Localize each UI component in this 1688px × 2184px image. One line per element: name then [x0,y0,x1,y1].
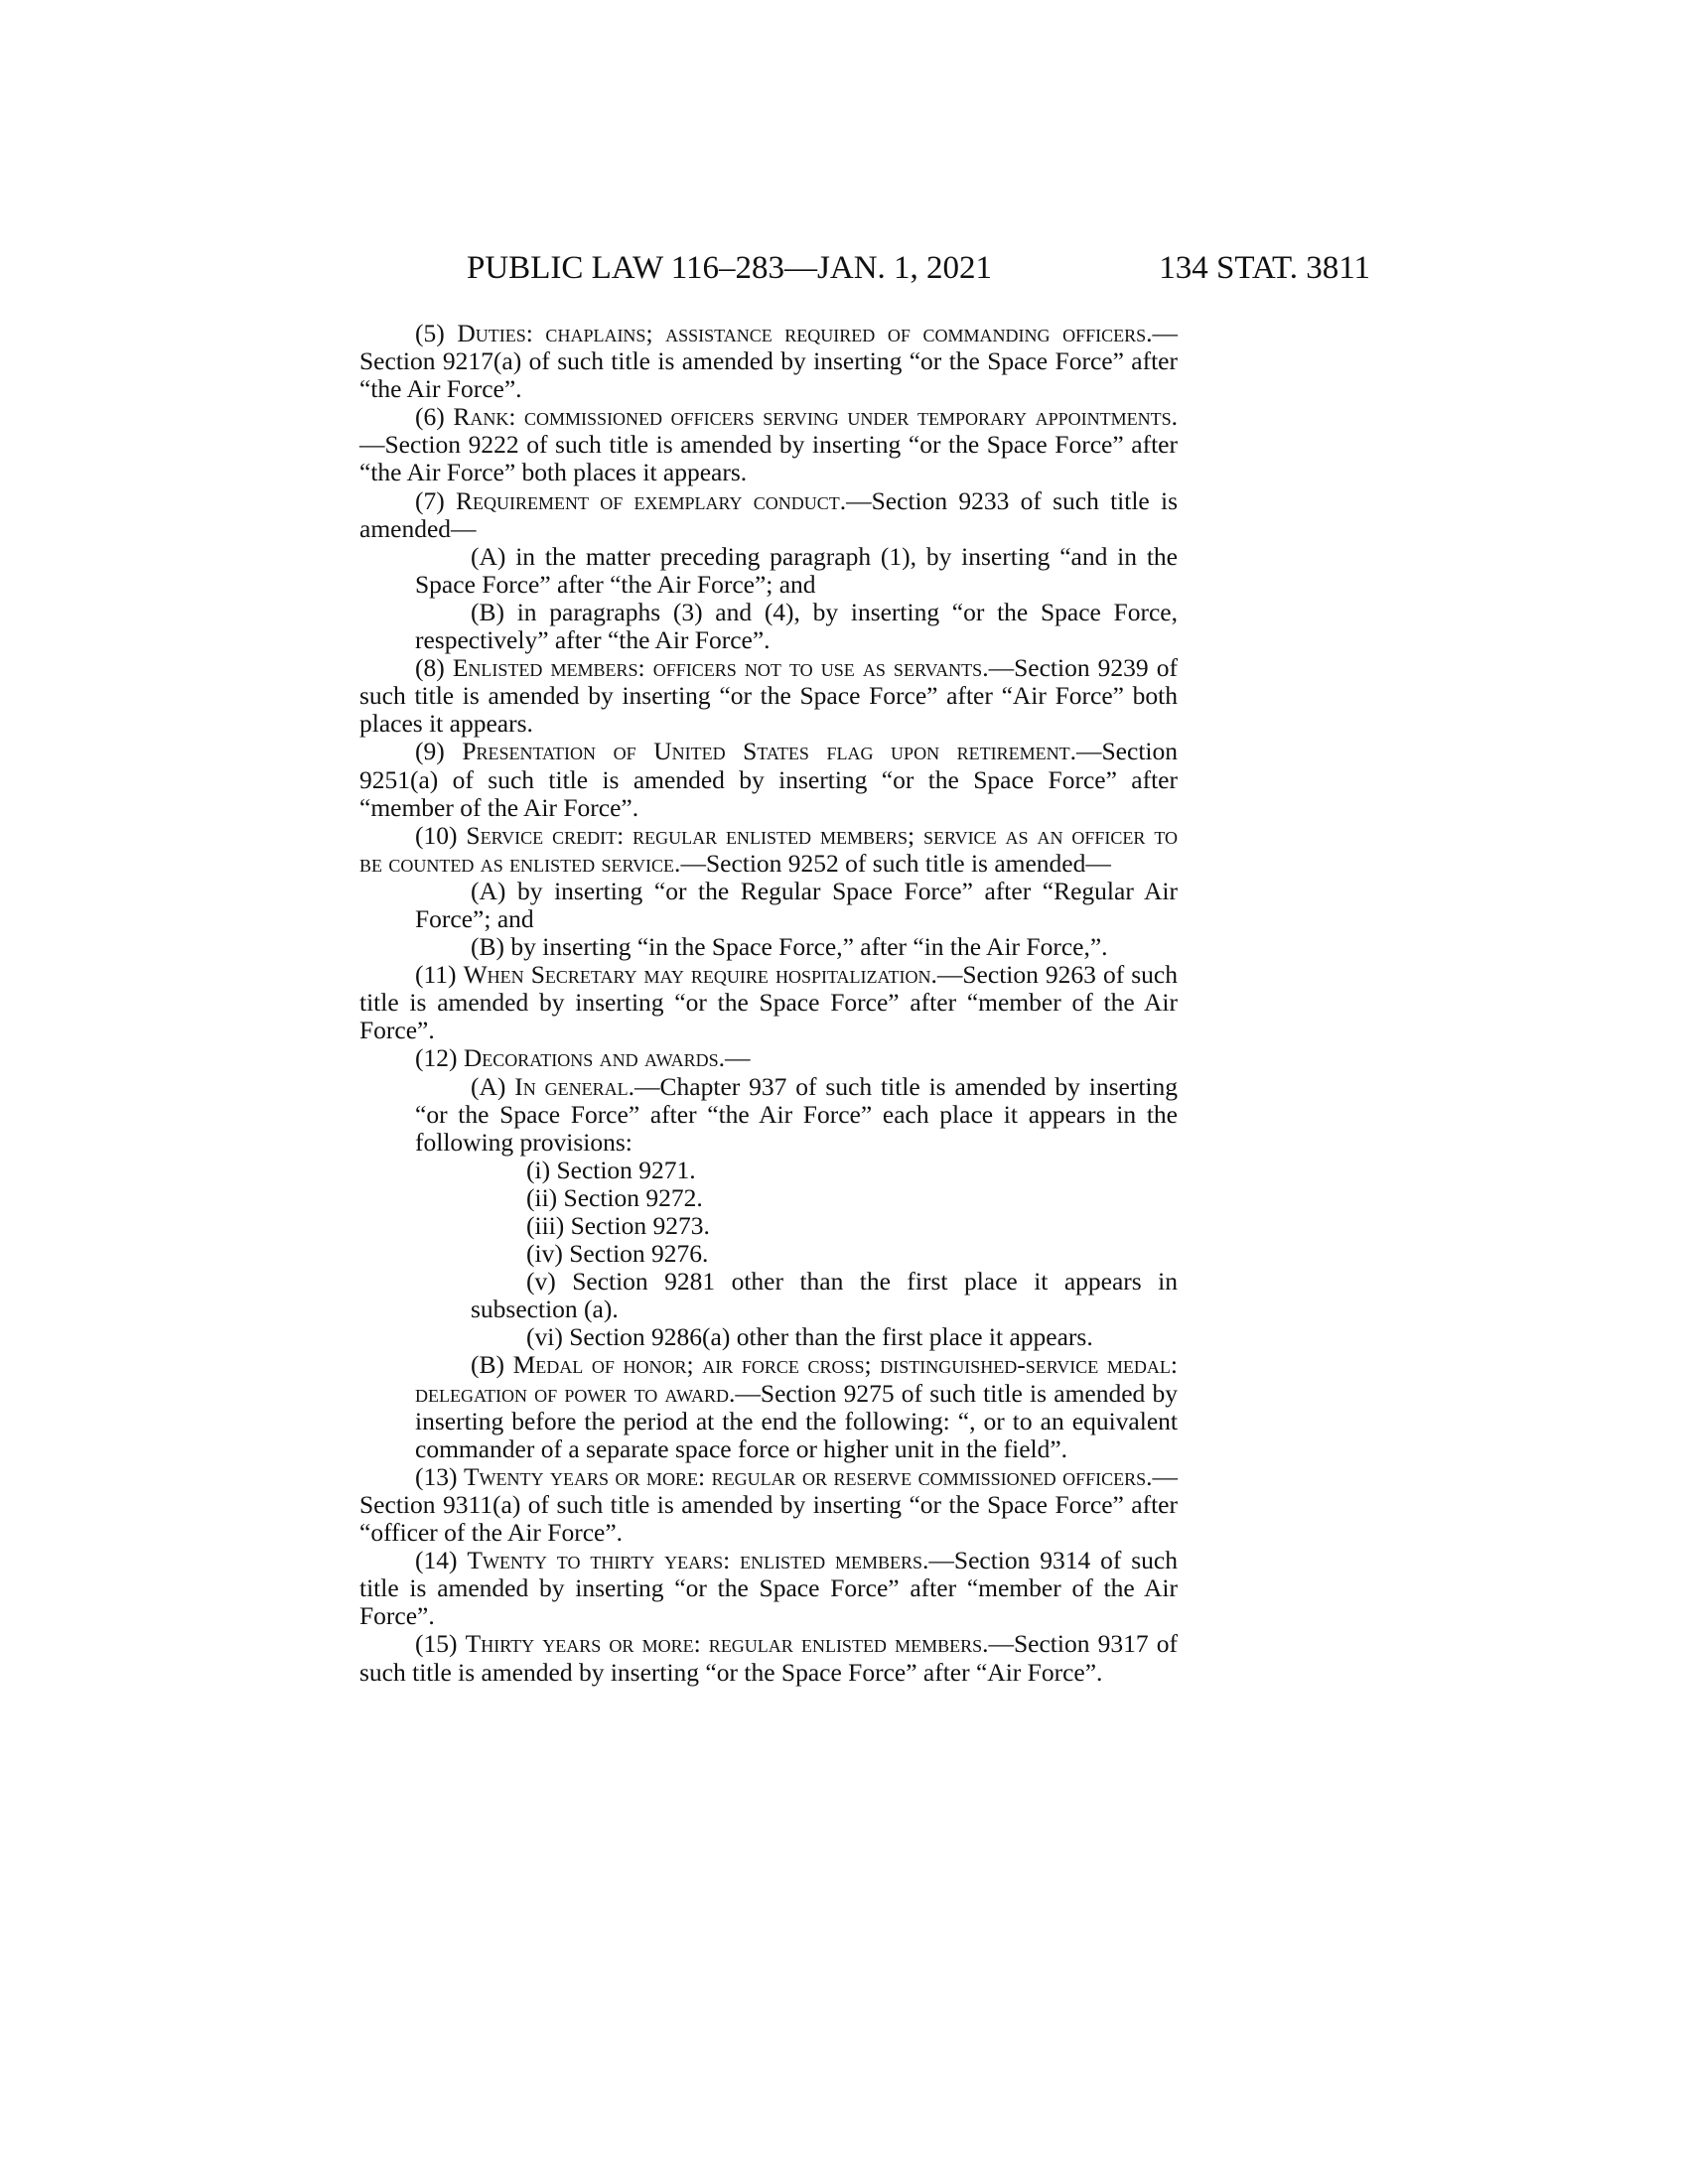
paragraph-number: (8) [415,653,453,683]
paragraph-text: —Section 9314 of such title is amended by inserting “or the Space Force” after “member of the Air Force”. [359,1546,1179,1631]
paragraph-heading: When Secretary may require hospitalization. [463,960,937,990]
paragraph-text: (B) in paragraphs (3) and (4), by inserting “or the Space Force, respectively” after “the Air Force”. [415,597,1178,655]
paragraph-heading: In general. [514,1071,635,1101]
clause-v [359,1268,1178,1323]
paragraph-heading: Medal of honor; air force cross; distinguished-service medal: delegation of power to award. [415,1350,1178,1408]
paragraph-text: (B) by inserting “in the Space Force,” after “in the Air Force,”. [471,932,1108,962]
document-body [359,320,1178,1687]
paragraph-heading: Requirement of exemplary conduct. [455,485,847,515]
paragraph-text: (iii) Section 9273. [526,1211,710,1240]
paragraph-text: —Section 9311(a) of such title is amended by inserting “or the Space Force” after “officer of the Air Force”. [359,1461,1178,1548]
paragraph-number: (10) [415,820,467,850]
paragraph-number: (11) [415,960,464,990]
paragraph-text: —Section 9222 of such title is amended by inserting “or the Space Force” after “the Air Force” both places it appears. [359,430,1178,487]
paragraph-heading: Presentation of United States flag upon retirement. [462,737,1076,766]
paragraph-10 [359,822,1178,878]
paragraph-number: (14) [415,1546,468,1575]
paragraph-number: (6) [415,402,454,432]
clause-i [359,1157,1178,1184]
paragraph-5 [359,320,1178,403]
clause-iii [359,1212,1178,1240]
paragraph-text: (i) Section 9271. [526,1155,696,1184]
paragraph-12 [359,1044,1178,1072]
paragraph-6 [359,403,1178,486]
paragraph-8 [359,654,1178,738]
paragraph-number: (5) [415,319,458,347]
paragraph-number: (12) [415,1043,464,1073]
paragraph-9 [359,738,1178,821]
paragraph-text: —Section 9263 of such title is amended by inserting “or the Space Force” after “member of the Air Force”. [359,960,1178,1045]
subparagraph-7a [359,543,1178,599]
paragraph-number: (A) [471,1071,515,1101]
paragraph-text: (A) by inserting “or the Regular Space Force” after “Regular Air Force”; and [415,876,1178,933]
paragraph-heading: Twenty to thirty years: enlisted members. [467,1546,929,1575]
paragraph-heading: Decorations and awards. [463,1043,725,1073]
paragraph-number: (13) [415,1461,464,1491]
paragraph-15 [359,1630,1178,1686]
paragraph-heading: Service credit: regular enlisted members; service as an officer to be counted as enlisted service. [359,820,1178,878]
paragraph-13 [359,1463,1178,1547]
paragraph-heading: Twenty years or more: regular or reserve commissioned officers. [463,1461,1153,1491]
paragraph-text: —Section 9251(a) of such title is amended by inserting “or the Space Force” after “member of the Air Force”. [359,737,1178,822]
paragraph-heading: Thirty years or more: regular enlisted members. [465,1629,989,1659]
page-header [467,248,1370,288]
paragraph-text: —Section 9217(a) of such title is amended by inserting “or the Space Force” after “the Air Force”. [359,319,1179,404]
paragraph-heading: Rank: commissioned officers serving under temporary appointments. [453,402,1178,432]
paragraph-text: (v) Section 9281 other than the first place it appears in subsection (a). [471,1267,1178,1324]
clause-ii [359,1184,1178,1212]
clause-vi [359,1323,1178,1351]
paragraph-11 [359,961,1178,1044]
statute-page-number: 134 STAT. 3811 [1159,250,1370,286]
public-law-title: PUBLIC LAW 116–283—JAN. 1, 2021 [467,250,993,286]
subparagraph-12a [359,1073,1178,1157]
paragraph-text: (vi) Section 9286(a) other than the first place it appears. [526,1322,1093,1352]
paragraph-text: —Section 9317 of such title is amended by inserting “or the Space Force” after “Air Force”. [359,1629,1179,1687]
subparagraph-12b [359,1351,1178,1462]
paragraph-7 [359,487,1178,543]
subparagraph-10b [359,933,1178,961]
paragraph-number: (9) [415,737,463,766]
paragraph-14 [359,1547,1178,1630]
paragraph-number: (15) [415,1629,466,1659]
paragraph-text: —Section 9239 of such title is amended by inserting “or the Space Force” after “Air Force” both places it appears. [359,653,1179,739]
paragraph-text: —Section 9275 of such title is amended by inserting before the period at the end the following: “, or to an equivalent commander of a separate space force or higher unit in the field”. [415,1378,1178,1463]
paragraph-text: —Section 9252 of such title is amended— [680,848,1111,878]
paragraph-text: —Section 9233 of such title is amended— [359,485,1179,543]
paragraph-heading: Enlisted members: officers not to use as servants. [452,653,989,683]
paragraph-number: (7) [415,485,456,515]
clause-iv [359,1240,1178,1268]
paragraph-text: (ii) Section 9272. [526,1182,703,1212]
paragraph-text: (iv) Section 9276. [526,1239,709,1269]
subparagraph-7b [359,599,1178,654]
paragraph-heading: Duties: chaplains; assistance required of commanding officers. [457,319,1153,347]
paragraph-text: (A) in the matter preceding paragraph (1), by inserting “and in the Space Force” after “the Air Force”; and [415,541,1178,599]
subparagraph-10a [359,878,1178,933]
paragraph-number: (B) [471,1350,513,1380]
paragraph-text: — [724,1043,751,1073]
paragraph-text: —Chapter 937 of such title is amended by inserting “or the Space Force” after “the Air Force” each place it appears in the following provisions: [415,1071,1179,1157]
